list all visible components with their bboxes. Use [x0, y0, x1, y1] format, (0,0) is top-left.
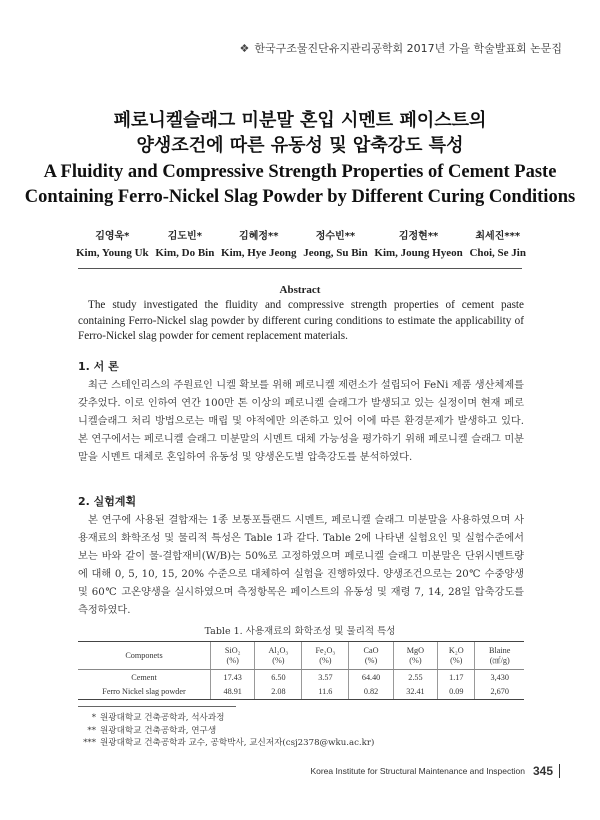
footnote [80, 712, 374, 725]
section-heading-introduction: 1. 서 론 [78, 360, 119, 373]
korean-title-line-2: 양생조건에 따른 유동성 및 압축강도 특성 [136, 135, 464, 156]
section-heading-experiment-plan: 2. 실험계획 [78, 495, 137, 508]
table-header-cell: MgO (%) [393, 642, 437, 670]
section-body-experiment-plan: 본 연구에 사용된 결합재는 1종 보통포틀랜드 시멘트, 페로니켈 슬래그 미분말을 사용하였으며 사용재료의 화학조성 및 물리적 특성은 Table 1과 같다. Table 2에 나타낸 실험요인 및 실험수준에서 보는 바와 같이 물-결합재비(W/B)는 50%로 고정하였으며 페로니켈 슬래그 미분말은 단위시멘트량에 대해 0, 5, 10, 15, 20% 수준으로 대체하여 실험을 진행하였다. 양생조건으로는 20℃ 수중양생 및 60℃ 고온양생을 실시하였으며 측정항목은 페이스트의 유동성 및 재령 7, 14, 28일 압축강도를 측정하였다. [78, 515, 524, 616]
author-name-english: Kim, Do Bin [155, 247, 215, 259]
materials-table [78, 641, 524, 700]
table-header-cell: CaO (%) [349, 642, 393, 670]
table-cell: 3,430 [475, 670, 524, 685]
author [469, 228, 526, 262]
footnote-text: 원광대학교 건축공학과 교수, 공학박사, 교신저자(csj2378@wku.ac.kr) [100, 738, 375, 748]
author [303, 228, 368, 262]
table-cell: 11.6 [302, 685, 349, 700]
table-header-cell: Componets [78, 642, 211, 670]
table-header-cell: SiO₂ (%) [211, 642, 255, 670]
author-name-korean: 정수빈** [315, 231, 356, 242]
table-header-row [78, 642, 524, 670]
author-name-korean: 김혜정** [239, 231, 279, 242]
footnote-text: 원광대학교 건축공학과, 석사과정 [100, 713, 225, 723]
author-name-english: Kim, Hye Jeong [221, 247, 297, 259]
table-cell: 2,670 [475, 685, 524, 700]
author-name-korean: 최세진*** [475, 231, 521, 242]
table-cell: 64.40 [349, 670, 393, 685]
footnote-mark: * [91, 713, 96, 723]
table-cell: 17.43 [211, 670, 255, 685]
table-cell: 6.50 [255, 670, 302, 685]
english-title [0, 160, 600, 210]
footer-organization: Korea Institute for Structural Maintenance and Inspection [310, 766, 525, 776]
footnote [80, 725, 374, 738]
running-header-text: 한국구조물진단유지관리공학회 2017년 가을 학술발표회 논문집 [254, 42, 562, 55]
footnote-mark: *** [83, 738, 96, 748]
page-number: 345 [533, 764, 560, 778]
author-name-korean: 김영욱* [95, 231, 130, 242]
page-footer [310, 764, 560, 778]
table-row [78, 670, 524, 685]
table-cell: 1.17 [438, 670, 475, 685]
abstract-body: The study investigated the fluidity and compressive strength properties of cement paste containing Ferro-Nickel slag powder by different curing conditions to estimate the applicability of Ferro-Nickel slag powder for cement replacement materials. [78, 299, 524, 342]
table-cell: 48.91 [211, 685, 255, 700]
author-name-english: Kim, Joung Hyeon [374, 247, 463, 259]
table-cell: 0.82 [349, 685, 393, 700]
author-name-english: Jeong, Su Bin [303, 247, 368, 259]
korean-title-line-1: 페로니켈슬래그 미분말 혼입 시멘트 페이스트의 [113, 110, 487, 131]
footnote-divider [78, 706, 236, 707]
author [155, 228, 214, 262]
author-divider [78, 268, 522, 269]
running-header [239, 40, 562, 56]
table-header-cell: Blaine (㎠/g) [475, 642, 524, 670]
author-name-korean: 김도빈* [167, 231, 202, 242]
table-cell: 2.08 [255, 685, 302, 700]
author [76, 228, 149, 262]
footnote-text: 원광대학교 건축공학과, 연구생 [100, 725, 217, 736]
table-header-cell: K₂O (%) [438, 642, 475, 670]
abstract-heading: Abstract [279, 284, 321, 296]
journal-logo-icon: ❖ [239, 41, 250, 55]
section-body-introduction: 최근 스테인리스의 주원료인 니켈 확보를 위해 페로니켈 제련소가 설립되어 FeNi 제품 생산체제를 갖추었다. 이로 인하여 연간 100만 톤 이상의 페로니켈 슬래그가 발생되고 있는 실정이며 현재 페로니켈슬래그 처리 방법으로는 매립 및 야적에만 의존하고 있어 이에 따른 환경문제가 발생하고 있다. 본 연구에서는 페로니켈 슬래그 미분말의 시멘트 대체 가능성을 평가하기 위해 페로니켈 슬래그 미분말을 시멘트 대체로 혼입하여 유동성 및 양생온도별 압축강도를 분석하였다. [78, 380, 524, 463]
author [374, 228, 462, 262]
table-cell: Ferro Nickel slag powder [78, 685, 211, 700]
author-name-english: Kim, Young Uk [76, 247, 149, 259]
table-cell: 32.41 [393, 685, 437, 700]
table-header-cell: Fe₂O₃ (%) [302, 642, 349, 670]
author [221, 228, 296, 262]
author-name-korean: 김정현** [398, 231, 439, 242]
table-row [78, 685, 524, 700]
footnote-mark: ** [87, 725, 96, 736]
table-header-cell: Al₂O₃ (%) [255, 642, 302, 670]
korean-title [0, 108, 600, 158]
english-title-line-1: A Fluidity and Compressive Strength Properties of Cement Paste [43, 162, 557, 182]
table-cell: 2.55 [393, 670, 437, 685]
table-cell: 0.09 [438, 685, 475, 700]
footnote [80, 737, 374, 750]
english-title-line-2: Containing Ferro-Nickel Slag Powder by Different Curing Conditions [24, 187, 576, 207]
table-cell: Cement [131, 672, 157, 682]
table-cell: 3.57 [302, 670, 349, 685]
table-caption: Table 1. 사용재료의 화학조성 및 물리적 특성 [204, 626, 396, 637]
author-list [76, 228, 526, 262]
author-name-english: Choi, Se Jin [469, 247, 526, 259]
footnotes [80, 712, 374, 750]
